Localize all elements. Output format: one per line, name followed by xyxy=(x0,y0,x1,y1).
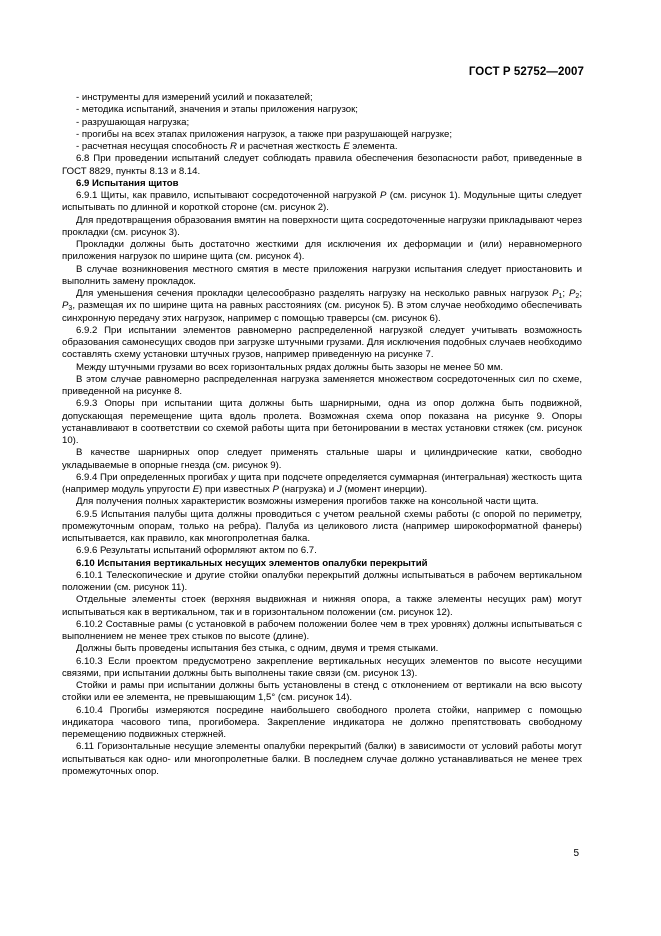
paragraph-6-10-4: 6.10.4 Прогибы измеряются посредине наибольшего свободного пролета стойки, например с помощью индикатора часового типа, прогибомера. Закрепление индикатора не должно препятствовать свободному перемещению подвижных стержней. xyxy=(62,704,582,740)
paragraph: Для предотвращения образования вмятин на поверхности щита сосредоточенные нагрузки прикладывают через прокладки (см. рисунок 3). xyxy=(62,214,582,238)
section-heading-6-9: 6.9 Испытания щитов xyxy=(76,177,179,189)
section-heading-6-10: 6.10 Испытания вертикальных несущих элементов опалубки перекрытий xyxy=(76,557,428,569)
paragraph: Между штучными грузами во всех горизонтальных рядах должны быть зазоры не менее 50 мм. xyxy=(76,361,504,373)
paragraph-6-9-6: 6.9.6 Результаты испытаний оформляют актом по 6.7. xyxy=(76,545,317,557)
paragraph-6-9-3: 6.9.3 Опоры при испытании щита должны быть шарнирными, одна из опор должна быть подвижной, допускающая перемещение щита вдоль пролета. Возможная схема опор показана на рисунке 9. Опоры устанавливают в соответствии со схемой работы щита при бетонировании в местах установки стяжек (см. рисунок 10). xyxy=(62,398,582,446)
bullet-item: - разрушающая нагрузка; xyxy=(76,116,190,128)
paragraph: В этом случае равномерно распределенная нагрузка заменяется множеством сосредоточенных сил по схеме, приведенной на рисунке 8. xyxy=(62,373,582,397)
page-number: 5 xyxy=(573,848,579,859)
paragraph: Для уменьшения сечения прокладки целесообразно разделять нагрузку на несколько равных нагрузок $P_1$; $P_2$; $P_3$, размещая их по ширине щита на равных расстояниях (см. рисунок 5). В этом случае необходимо обеспечивать синхронную передачу этих нагрузок, например с помощью траверсы (см. рисунок 6). xyxy=(62,288,582,324)
paragraph: Для получения полных характеристик возможны измерения прогибов также на консольной части щита. xyxy=(76,496,539,508)
document-body xyxy=(62,92,582,778)
paragraph: Отдельные элементы стоек (верхняя выдвижная и нижняя опора, а также элементы несущих рам) могут испытываться как в вертикальном, так и в горизонтальном положении (см. рисунок 12). xyxy=(62,594,582,618)
paragraph: В качестве шарнирных опор следует применять стальные шары и цилиндрические катки, свободно укладываемые в опорные гнезда (см. рисунок 9). xyxy=(62,447,582,471)
paragraph-6-10-3: 6.10.3 Если проектом предусмотрено закрепление вертикальных несущих элементов по высоте несущими связями, при испытании должны быть выполнены такие связи (см. рисунок 13). xyxy=(62,655,582,679)
paragraph-6-10-1: 6.10.1 Телескопические и другие стойки опалубки перекрытий должны испытываться в рабочем вертикальном положении (см. рисунок 11). xyxy=(62,569,582,593)
standard-header: ГОСТ Р 52752—2007 xyxy=(468,66,584,78)
paragraph-6-9-2: 6.9.2 При испытании элементов равномерно распределенной нагрузкой следует учитывать возможность образования самонесущих сводов при загрузке штучными грузами. Для исключения подобных случаев необходимо составлять схему установки штучных грузов, например приведенную на рисунке 7. xyxy=(62,324,582,361)
paragraph-6-10-2: 6.10.2 Составные рамы (с установкой в рабочем положении более чем в трех уровнях) должны испытываться с выполнением не менее трех стыков по высоте (длине). xyxy=(62,618,582,642)
bullet-item: - методика испытаний, значения и этапы приложения нагрузок; xyxy=(76,104,358,116)
paragraph: Стойки и рамы при испытании должны быть установлены в стенд с отклонением от вертикали на всю высоту стойки или ее элемента, не превышающим 1,5° (см. рисунок 14). xyxy=(62,680,582,704)
paragraph: Прокладки должны быть достаточно жесткими для исключения их деформации и (или) неравномерного приложения нагрузок по ширине щита (см. рисунок 4). xyxy=(62,239,582,263)
paragraph-6-9-4: 6.9.4 При определенных прогибах y щита при подсчете определяется суммарная (интегральная) жесткость щита (например модуль упругости E) при известных P (нагрузка) и J (момент инерции). xyxy=(62,471,582,495)
bullet-item: - прогибы на всех этапах приложения нагрузок, а также при разрушающей нагрузке; xyxy=(76,128,453,140)
paragraph-6-9-1: 6.9.1 Щиты, как правило, испытывают сосредоточенной нагрузкой P (см. рисунок 1). Модульные щиты следует испытывать по длинной и короткой стороне (см. рисунок 2). xyxy=(62,190,582,214)
bullet-item: - расчетная несущая способность R и расчетная жесткость E элемента. xyxy=(76,141,398,152)
bullet-item: - инструменты для измерений усилий и показателей; xyxy=(76,92,313,103)
paragraph-6-11: 6.11 Горизонтальные несущие элементы опалубки перекрытий (балки) в зависимости от условий работы могут испытываться как одно- или многопролетные балки. В последнем случае должно устанавливаться не менее трех промежуточных опор. xyxy=(62,741,582,777)
paragraph: В случае возникновения местного смятия в месте приложения нагрузки испытания следует приостановить и выполнить замену прокладок. xyxy=(62,263,582,287)
paragraph-6-9-5: 6.9.5 Испытания палубы щита должны проводиться с учетом реальной схемы работы (с опорой по периметру, промежуточным опорам, только на ребра). Палуба из целикового листа (например широкоформатной фанеры) испытывается, как правило, как многопролетная балка. xyxy=(62,508,582,544)
paragraph-6-8: 6.8 При проведении испытаний следует соблюдать правила обеспечения безопасности работ, приведенные в ГОСТ 8829, пункты 8.13 и 8.14. xyxy=(62,153,582,177)
paragraph: Должны быть проведены испытания без стыка, с одним, двумя и тремя стыками. xyxy=(76,643,439,655)
